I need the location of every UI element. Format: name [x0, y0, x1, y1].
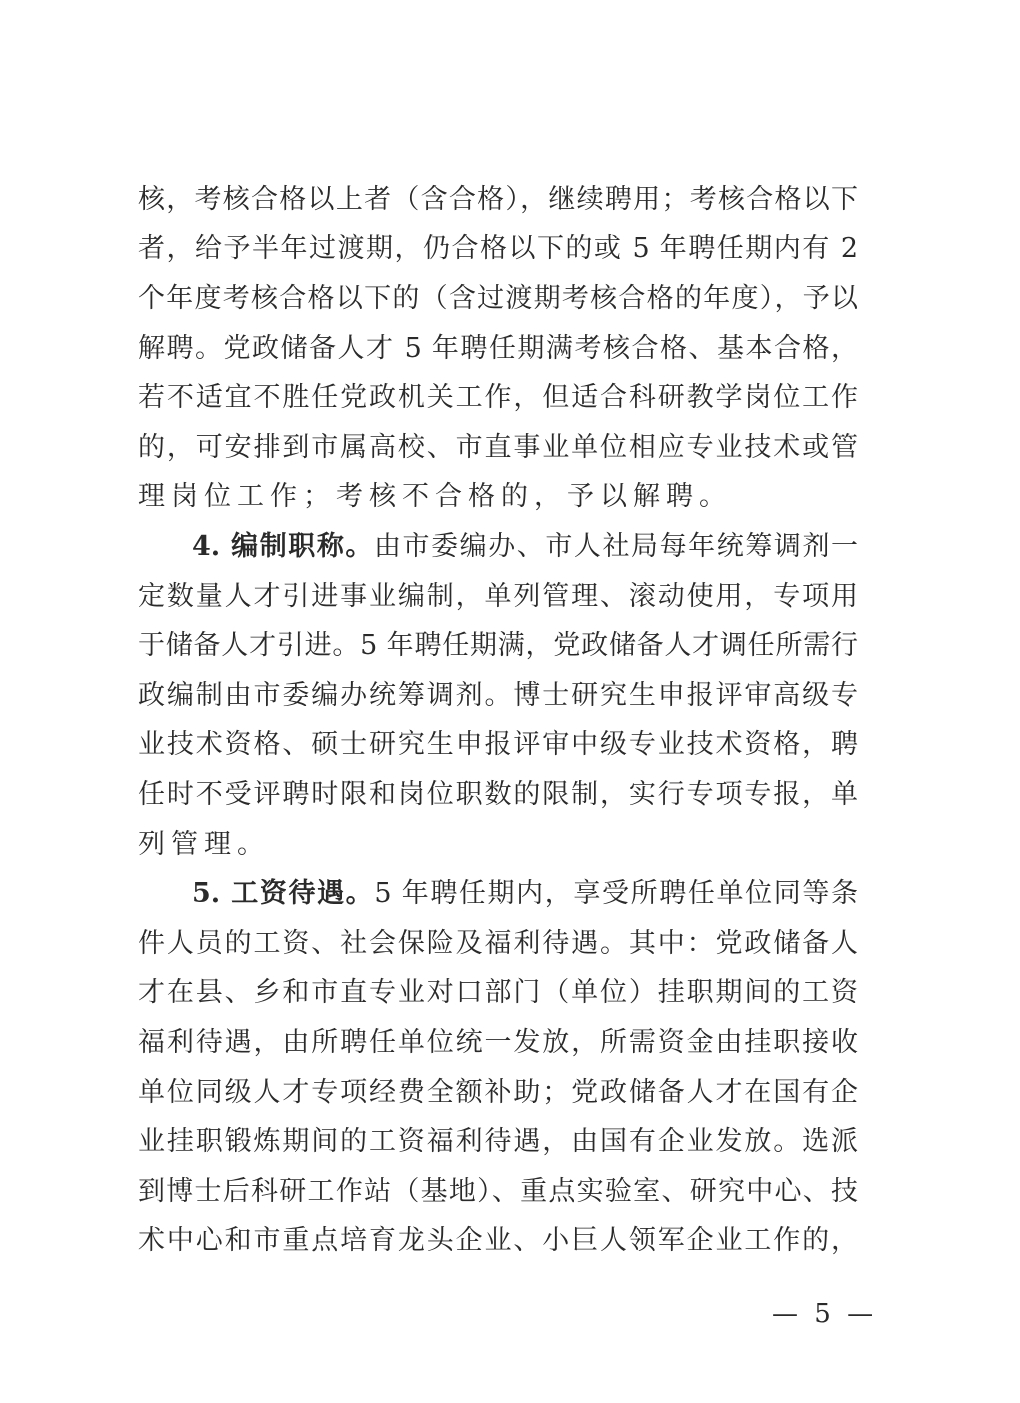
- text-line: 定数量人才引进事业编制，单列管理、滚动使用，专项用: [138, 581, 858, 612]
- text-line: 于储备人才引进。5 年聘任期满，党政储备人才调任所需行: [138, 630, 858, 661]
- text-line: 件人员的工资、社会保险及福利待遇。其中：党政储备人: [138, 928, 858, 959]
- text-line: 福利待遇，由所聘任单位统一发放，所需资金由挂职接收: [138, 1027, 858, 1058]
- section-4-heading: 4. 编制职称。: [192, 531, 374, 562]
- text-line: 核，考核合格以上者（含合格），继续聘用；考核合格以下: [138, 184, 858, 215]
- text-line: 理岗位工作；考核不合格的，予以解聘。: [138, 481, 732, 512]
- text-line: 术中心和市重点培育龙头企业、小巨人领军企业工作的，: [138, 1225, 858, 1256]
- section-5-first-line: [192, 877, 858, 911]
- text-line: 单位同级人才专项经费全额补助；党政储备人才在国有企: [138, 1077, 858, 1108]
- text-line: 任时不受评聘时限和岗位职数的限制，实行专项专报，单: [138, 779, 858, 810]
- text-line: 业技术资格、硕士研究生申报评审中级专业技术资格，聘: [138, 729, 858, 760]
- text-line: 者，给予半年过渡期，仍合格以下的或 5 年聘任期内有 2: [138, 233, 858, 264]
- text-line: 个年度考核合格以下的（含过渡期考核合格的年度），予以: [138, 283, 858, 314]
- section-5-text: 5 年聘任期内，享受所聘任单位同等条: [374, 878, 858, 909]
- text-line: 才在县、乡和市直专业对口部门（单位）挂职期间的工资: [138, 977, 858, 1008]
- section-4-first-line: [192, 530, 858, 564]
- text-line: 解聘。党政储备人才 5 年聘任期满考核合格、基本合格，: [138, 333, 858, 364]
- text-line: 政编制由市委编办统筹调剂。博士研究生申报评审高级专: [138, 680, 858, 711]
- section-4-text: 由市委编办、市人社局每年统筹调剂一: [373, 531, 859, 562]
- text-line: 业挂职锻炼期间的工资福利待遇，由国有企业发放。选派: [138, 1126, 858, 1157]
- page-number: — 5 —: [772, 1299, 878, 1329]
- text-line: 若不适宜不胜任党政机关工作，但适合科研教学岗位工作: [138, 382, 858, 413]
- text-line: 列管理。: [138, 829, 270, 860]
- text-line: 的，可安排到市属高校、市直事业单位相应专业技术或管: [138, 432, 858, 463]
- section-5-heading: 5. 工资待遇。: [192, 878, 375, 909]
- text-line: 到博士后科研工作站（基地）、重点实验室、研究中心、技: [138, 1176, 858, 1207]
